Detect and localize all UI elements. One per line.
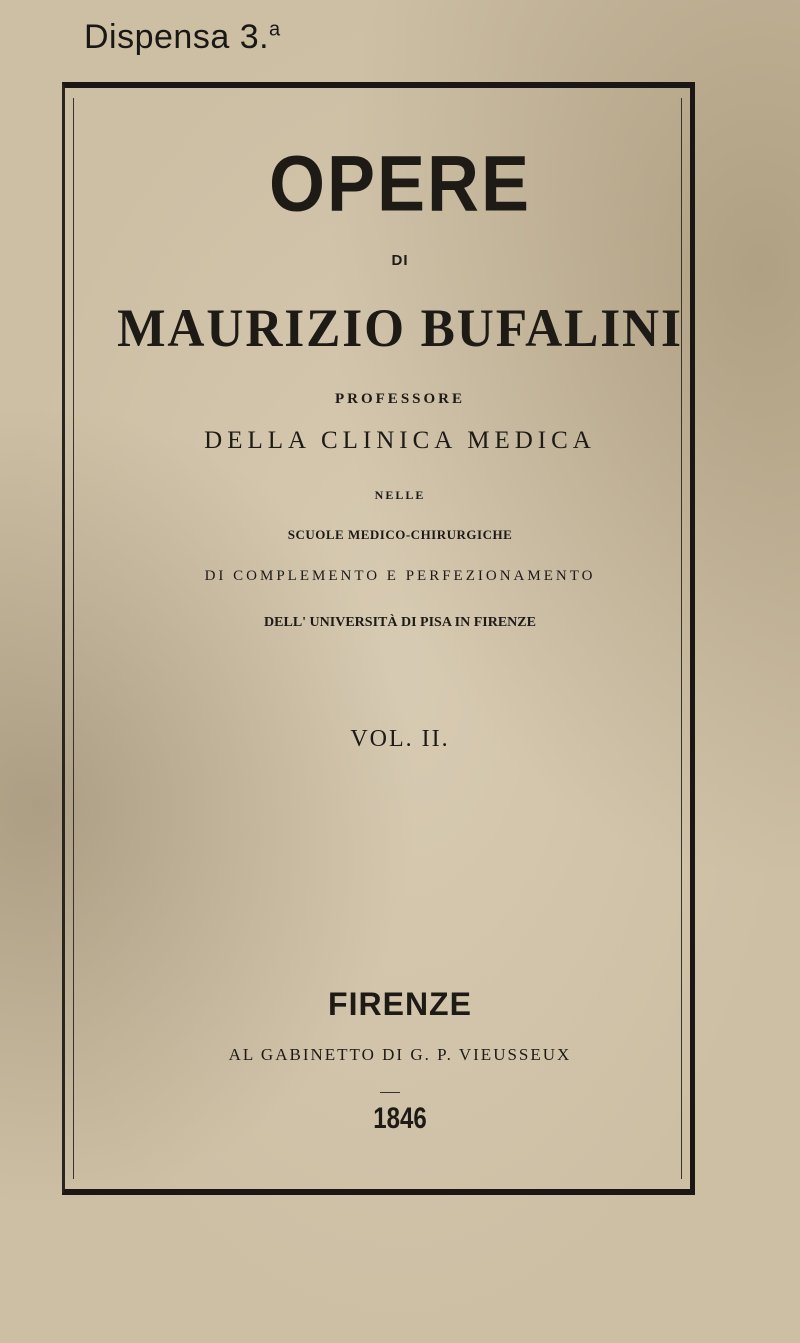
dispensa-text: Dispensa 3.	[84, 18, 270, 56]
page-title: OPERE	[268, 140, 532, 228]
volume-label: VOL. II.	[350, 726, 450, 752]
page-border	[62, 82, 695, 1195]
publisher-text: AL GABINETTO DI G. P. VIEUSSEUX	[228, 1045, 572, 1064]
della-clinica-text: DELLA CLINICA MEDICA	[204, 427, 596, 454]
divider	[380, 1092, 400, 1093]
city-text: FIRENZE	[328, 986, 472, 1022]
year-text: 1846	[373, 1102, 427, 1135]
scuole-text: SCUOLE MEDICO-CHIRURGICHE	[287, 527, 513, 542]
professore-text: PROFESSORE	[334, 391, 466, 407]
dispensa-label	[84, 18, 281, 57]
di-text: DI	[391, 252, 409, 269]
complemento-text: DI COMPLEMENTO E PERFEZIONAMENTO	[204, 568, 596, 584]
universita-text: DELL' UNIVERSITÀ DI PISA IN FIRENZE	[264, 615, 536, 630]
dispensa-superscript: a	[269, 18, 281, 41]
nelle-text: NELLE	[374, 488, 426, 502]
author-name: MAURIZIO BUFALINI	[117, 298, 683, 358]
